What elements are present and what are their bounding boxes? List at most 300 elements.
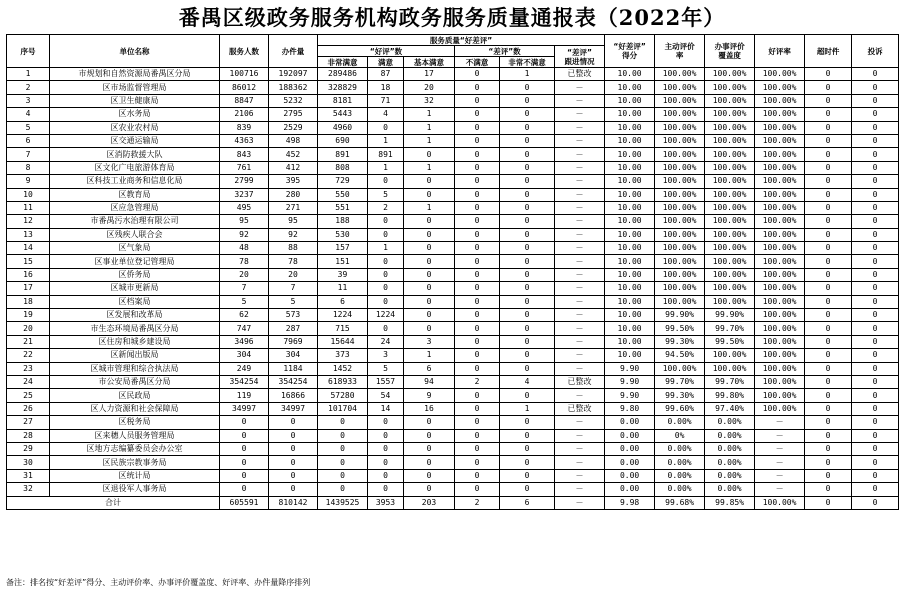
cell-service-count: 761: [220, 161, 269, 174]
table-row: [7, 442, 899, 455]
cell-basic-satisfied: 1: [404, 161, 455, 174]
cell-overtime: 0: [805, 228, 852, 241]
cell-seq: 21: [7, 335, 50, 348]
cell-seq: 8: [7, 161, 50, 174]
cell-seq: 23: [7, 362, 50, 375]
cell-complaint: 0: [852, 94, 899, 107]
cell-satisfied: 5: [368, 362, 404, 375]
table-row: [7, 134, 899, 147]
header-coverage-line2: 覆盖度: [718, 51, 741, 60]
cell-very-unsatisfied: 0: [500, 94, 555, 107]
header-bad-followup-line2: 跟进情况: [564, 56, 595, 66]
total-basic-satisfied: 203: [404, 496, 455, 509]
cell-score: 9.90: [605, 375, 655, 388]
cell-seq: 4: [7, 108, 50, 121]
cell-handled: 354254: [269, 375, 318, 388]
cell-satisfied: 24: [368, 335, 404, 348]
cell-unit-name: 区侨务局: [50, 268, 220, 281]
cell-bad-followup: －: [555, 322, 605, 335]
cell-basic-satisfied: 6: [404, 362, 455, 375]
cell-seq: 5: [7, 121, 50, 134]
cell-score: 10.00: [605, 322, 655, 335]
cell-unsatisfied: 2: [455, 375, 500, 388]
cell-seq: 20: [7, 322, 50, 335]
total-unsatisfied: 2: [455, 496, 500, 509]
header-complaint: 投诉: [852, 35, 899, 68]
cell-unsatisfied: 0: [455, 469, 500, 482]
cell-overtime: 0: [805, 322, 852, 335]
cell-unit-name: 区税务局: [50, 416, 220, 429]
cell-bad-followup: －: [555, 161, 605, 174]
cell-bad-followup: －: [555, 429, 605, 442]
header-unit: 单位名称: [50, 35, 220, 68]
cell-unsatisfied: 0: [455, 148, 500, 161]
cell-complaint: 0: [852, 322, 899, 335]
cell-unit-name: 区新闻出版局: [50, 349, 220, 362]
cell-satisfied: 0: [368, 268, 404, 281]
cell-very-unsatisfied: 0: [500, 416, 555, 429]
cell-good-rate: －: [755, 483, 805, 496]
cell-score: 0.00: [605, 456, 655, 469]
cell-very-satisfied: 0: [318, 442, 368, 455]
cell-score: 10.00: [605, 309, 655, 322]
cell-overtime: 0: [805, 201, 852, 214]
header-overtime: 超时件: [805, 35, 852, 68]
cell-unsatisfied: 0: [455, 268, 500, 281]
cell-good-rate: 100.00%: [755, 148, 805, 161]
cell-very-satisfied: 551: [318, 201, 368, 214]
table-body: [7, 68, 899, 497]
cell-very-unsatisfied: 0: [500, 215, 555, 228]
cell-coverage: 100.00%: [705, 134, 755, 147]
cell-seq: 13: [7, 228, 50, 241]
cell-unit-name: 市规划和自然资源局番禺区分局: [50, 68, 220, 81]
cell-handled: 412: [269, 161, 318, 174]
cell-satisfied: 71: [368, 94, 404, 107]
cell-unit-name: 区残疾人联合会: [50, 228, 220, 241]
cell-score: 10.00: [605, 81, 655, 94]
cell-coverage: 0.00%: [705, 442, 755, 455]
cell-complaint: 0: [852, 121, 899, 134]
table-row: [7, 389, 899, 402]
table-row: [7, 81, 899, 94]
cell-unit-name: 区消防救援大队: [50, 148, 220, 161]
cell-coverage: 99.80%: [705, 389, 755, 402]
cell-overtime: 0: [805, 469, 852, 482]
cell-unsatisfied: 0: [455, 416, 500, 429]
cell-handled: 573: [269, 309, 318, 322]
cell-active-rate: 100.00%: [655, 161, 705, 174]
cell-score: 10.00: [605, 268, 655, 281]
cell-very-unsatisfied: 0: [500, 483, 555, 496]
cell-very-satisfied: 0: [318, 469, 368, 482]
cell-basic-satisfied: 32: [404, 94, 455, 107]
cell-satisfied: 1: [368, 161, 404, 174]
cell-very-unsatisfied: 0: [500, 81, 555, 94]
cell-very-satisfied: 891: [318, 148, 368, 161]
cell-complaint: 0: [852, 402, 899, 415]
cell-satisfied: 4: [368, 108, 404, 121]
cell-score: 9.90: [605, 362, 655, 375]
total-row: [7, 496, 899, 509]
cell-active-rate: 100.00%: [655, 282, 705, 295]
cell-seq: 15: [7, 255, 50, 268]
cell-service-count: 8847: [220, 94, 269, 107]
cell-satisfied: 0: [368, 429, 404, 442]
cell-unsatisfied: 0: [455, 389, 500, 402]
cell-seq: 22: [7, 349, 50, 362]
cell-complaint: 0: [852, 255, 899, 268]
cell-unsatisfied: 0: [455, 349, 500, 362]
table-row: [7, 469, 899, 482]
cell-satisfied: 54: [368, 389, 404, 402]
cell-service-count: 747: [220, 322, 269, 335]
cell-satisfied: 1557: [368, 375, 404, 388]
cell-very-satisfied: 151: [318, 255, 368, 268]
cell-service-count: 86012: [220, 81, 269, 94]
cell-bad-followup: －: [555, 456, 605, 469]
cell-good-rate: －: [755, 416, 805, 429]
table-row: [7, 429, 899, 442]
cell-overtime: 0: [805, 81, 852, 94]
cell-seq: 26: [7, 402, 50, 415]
cell-complaint: 0: [852, 68, 899, 81]
cell-service-count: 839: [220, 121, 269, 134]
cell-satisfied: 0: [368, 215, 404, 228]
cell-handled: 34997: [269, 402, 318, 415]
cell-active-rate: 0.00%: [655, 456, 705, 469]
cell-active-rate: 100.00%: [655, 228, 705, 241]
cell-good-rate: 100.00%: [755, 362, 805, 375]
cell-very-unsatisfied: 0: [500, 228, 555, 241]
cell-good-rate: 100.00%: [755, 134, 805, 147]
cell-coverage: 0.00%: [705, 429, 755, 442]
header-score-line2: 得分: [622, 51, 638, 60]
cell-basic-satisfied: 3: [404, 335, 455, 348]
cell-service-count: 0: [220, 416, 269, 429]
cell-very-satisfied: 8181: [318, 94, 368, 107]
cell-good-rate: 100.00%: [755, 295, 805, 308]
cell-unit-name: 市生态环境局番禺区分局: [50, 322, 220, 335]
cell-coverage: 100.00%: [705, 148, 755, 161]
cell-bad-followup: －: [555, 201, 605, 214]
cell-unit-name: 区气象局: [50, 242, 220, 255]
table-row: [7, 148, 899, 161]
cell-complaint: 0: [852, 416, 899, 429]
cell-bad-followup: 已整改: [555, 402, 605, 415]
cell-basic-satisfied: 17: [404, 68, 455, 81]
cell-seq: 16: [7, 268, 50, 281]
cell-satisfied: 0: [368, 469, 404, 482]
cell-basic-satisfied: 0: [404, 242, 455, 255]
cell-satisfied: 87: [368, 68, 404, 81]
cell-very-satisfied: 11: [318, 282, 368, 295]
header-active-rate-line2: 率: [675, 51, 684, 60]
cell-bad-followup: －: [555, 416, 605, 429]
cell-bad-followup: －: [555, 148, 605, 161]
header-bad-followup: [555, 46, 605, 68]
cell-satisfied: 0: [368, 322, 404, 335]
cell-very-satisfied: 530: [318, 228, 368, 241]
cell-satisfied: 0: [368, 416, 404, 429]
cell-overtime: 0: [805, 242, 852, 255]
cell-service-count: 3496: [220, 335, 269, 348]
cell-unit-name: 区城市更新局: [50, 282, 220, 295]
cell-handled: 0: [269, 483, 318, 496]
cell-handled: 0: [269, 456, 318, 469]
cell-overtime: 0: [805, 483, 852, 496]
cell-overtime: 0: [805, 309, 852, 322]
cell-seq: 14: [7, 242, 50, 255]
cell-very-unsatisfied: 0: [500, 255, 555, 268]
cell-handled: 5: [269, 295, 318, 308]
cell-active-rate: 99.60%: [655, 402, 705, 415]
cell-service-count: 62: [220, 309, 269, 322]
cell-unsatisfied: 0: [455, 255, 500, 268]
cell-coverage: 100.00%: [705, 215, 755, 228]
cell-active-rate: 100.00%: [655, 201, 705, 214]
cell-bad-followup: －: [555, 335, 605, 348]
cell-complaint: 0: [852, 215, 899, 228]
cell-overtime: 0: [805, 188, 852, 201]
cell-service-count: 0: [220, 469, 269, 482]
cell-good-rate: 100.00%: [755, 309, 805, 322]
cell-handled: 78: [269, 255, 318, 268]
cell-basic-satisfied: 0: [404, 295, 455, 308]
cell-handled: 7969: [269, 335, 318, 348]
cell-unsatisfied: 0: [455, 402, 500, 415]
cell-satisfied: 5: [368, 188, 404, 201]
cell-complaint: 0: [852, 161, 899, 174]
cell-basic-satisfied: 0: [404, 148, 455, 161]
cell-unit-name: 区来穗人员服务管理局: [50, 429, 220, 442]
footnote: 备注：排名按“好差评”得分、主动评价率、办事评价覆盖度、好评率、办件量降序排列: [6, 578, 311, 587]
cell-handled: 2795: [269, 108, 318, 121]
cell-basic-satisfied: 0: [404, 255, 455, 268]
cell-coverage: 99.90%: [705, 309, 755, 322]
cell-very-satisfied: 4960: [318, 121, 368, 134]
cell-basic-satisfied: 1: [404, 349, 455, 362]
cell-unsatisfied: 0: [455, 68, 500, 81]
cell-score: 10.00: [605, 148, 655, 161]
cell-score: 10.00: [605, 242, 655, 255]
cell-bad-followup: －: [555, 362, 605, 375]
cell-overtime: 0: [805, 121, 852, 134]
cell-satisfied: 14: [368, 402, 404, 415]
cell-bad-followup: －: [555, 94, 605, 107]
cell-good-rate: 100.00%: [755, 349, 805, 362]
cell-satisfied: 1: [368, 134, 404, 147]
cell-seq: 30: [7, 456, 50, 469]
cell-complaint: 0: [852, 282, 899, 295]
cell-basic-satisfied: 0: [404, 268, 455, 281]
cell-unit-name: 区住房和城乡建设局: [50, 335, 220, 348]
cell-very-satisfied: 0: [318, 483, 368, 496]
cell-unit-name: 区交通运输局: [50, 134, 220, 147]
cell-very-satisfied: 373: [318, 349, 368, 362]
table-row: [7, 242, 899, 255]
cell-service-count: 5: [220, 295, 269, 308]
cell-overtime: 0: [805, 94, 852, 107]
cell-active-rate: 0.00%: [655, 469, 705, 482]
table-row: [7, 121, 899, 134]
cell-unsatisfied: 0: [455, 442, 500, 455]
total-label: 合计: [7, 496, 220, 509]
table-row: [7, 68, 899, 81]
total-service-count: 605591: [220, 496, 269, 509]
cell-active-rate: 100.00%: [655, 215, 705, 228]
cell-very-satisfied: 0: [318, 429, 368, 442]
cell-very-unsatisfied: 0: [500, 362, 555, 375]
total-score: 9.98: [605, 496, 655, 509]
cell-service-count: 48: [220, 242, 269, 255]
cell-very-unsatisfied: 0: [500, 134, 555, 147]
cell-score: 10.00: [605, 108, 655, 121]
cell-overtime: 0: [805, 268, 852, 281]
cell-bad-followup: －: [555, 469, 605, 482]
cell-bad-followup: －: [555, 349, 605, 362]
cell-basic-satisfied: 0: [404, 322, 455, 335]
cell-service-count: 4363: [220, 134, 269, 147]
cell-very-satisfied: 39: [318, 268, 368, 281]
total-bad-followup: －: [555, 496, 605, 509]
cell-basic-satisfied: 0: [404, 175, 455, 188]
cell-complaint: 0: [852, 442, 899, 455]
cell-complaint: 0: [852, 242, 899, 255]
cell-overtime: 0: [805, 175, 852, 188]
cell-service-count: 2106: [220, 108, 269, 121]
cell-coverage: 100.00%: [705, 255, 755, 268]
cell-basic-satisfied: 94: [404, 375, 455, 388]
cell-service-count: 495: [220, 201, 269, 214]
cell-good-rate: 100.00%: [755, 108, 805, 121]
cell-basic-satisfied: 0: [404, 456, 455, 469]
cell-unsatisfied: 0: [455, 335, 500, 348]
cell-good-rate: 100.00%: [755, 201, 805, 214]
cell-very-satisfied: 808: [318, 161, 368, 174]
cell-unit-name: 区人力资源和社会保障局: [50, 402, 220, 415]
cell-unsatisfied: 0: [455, 188, 500, 201]
cell-good-rate: 100.00%: [755, 322, 805, 335]
cell-good-rate: －: [755, 469, 805, 482]
cell-basic-satisfied: 0: [404, 215, 455, 228]
cell-coverage: 100.00%: [705, 362, 755, 375]
cell-bad-followup: －: [555, 295, 605, 308]
cell-unsatisfied: 0: [455, 201, 500, 214]
cell-basic-satisfied: 0: [404, 429, 455, 442]
cell-seq: 18: [7, 295, 50, 308]
cell-very-satisfied: 729: [318, 175, 368, 188]
cell-coverage: 100.00%: [705, 188, 755, 201]
cell-handled: 280: [269, 188, 318, 201]
cell-very-unsatisfied: 0: [500, 456, 555, 469]
cell-satisfied: 0: [368, 442, 404, 455]
cell-basic-satisfied: 0: [404, 309, 455, 322]
cell-very-satisfied: 0: [318, 456, 368, 469]
total-handled: 810142: [269, 496, 318, 509]
cell-satisfied: 0: [368, 121, 404, 134]
cell-good-rate: 100.00%: [755, 215, 805, 228]
cell-coverage: 100.00%: [705, 94, 755, 107]
cell-basic-satisfied: 16: [404, 402, 455, 415]
cell-score: 10.00: [605, 188, 655, 201]
cell-basic-satisfied: 0: [404, 469, 455, 482]
cell-basic-satisfied: 1: [404, 108, 455, 121]
cell-satisfied: 0: [368, 228, 404, 241]
cell-complaint: 0: [852, 295, 899, 308]
cell-very-satisfied: 101704: [318, 402, 368, 415]
cell-good-rate: 100.00%: [755, 402, 805, 415]
cell-handled: 0: [269, 416, 318, 429]
cell-score: 0.00: [605, 483, 655, 496]
cell-complaint: 0: [852, 483, 899, 496]
cell-coverage: 99.70%: [705, 322, 755, 335]
cell-service-count: 354254: [220, 375, 269, 388]
table-row: [7, 188, 899, 201]
cell-very-satisfied: 188: [318, 215, 368, 228]
cell-unsatisfied: 0: [455, 362, 500, 375]
cell-satisfied: 0: [368, 456, 404, 469]
cell-service-count: 78: [220, 255, 269, 268]
cell-handled: 1184: [269, 362, 318, 375]
cell-score: 0.00: [605, 429, 655, 442]
cell-service-count: 249: [220, 362, 269, 375]
cell-handled: 0: [269, 429, 318, 442]
cell-seq: 17: [7, 282, 50, 295]
cell-unit-name: 区发展和改革局: [50, 309, 220, 322]
table-header: [7, 35, 899, 68]
cell-service-count: 20: [220, 268, 269, 281]
cell-good-rate: 100.00%: [755, 335, 805, 348]
cell-bad-followup: －: [555, 268, 605, 281]
cell-complaint: 0: [852, 228, 899, 241]
cell-coverage: 100.00%: [705, 295, 755, 308]
cell-good-rate: 100.00%: [755, 161, 805, 174]
cell-good-rate: 100.00%: [755, 228, 805, 241]
cell-bad-followup: 已整改: [555, 68, 605, 81]
cell-overtime: 0: [805, 349, 852, 362]
cell-satisfied: 0: [368, 175, 404, 188]
cell-active-rate: 100.00%: [655, 268, 705, 281]
cell-active-rate: 100.00%: [655, 94, 705, 107]
cell-handled: 7: [269, 282, 318, 295]
header-bad-group: “差评”数: [455, 46, 555, 57]
cell-score: 10.00: [605, 201, 655, 214]
cell-seq: 28: [7, 429, 50, 442]
cell-unsatisfied: 0: [455, 108, 500, 121]
cell-seq: 10: [7, 188, 50, 201]
cell-overtime: 0: [805, 335, 852, 348]
cell-unsatisfied: 0: [455, 134, 500, 147]
cell-service-count: 95: [220, 215, 269, 228]
cell-bad-followup: －: [555, 188, 605, 201]
cell-overtime: 0: [805, 402, 852, 415]
cell-handled: 498: [269, 134, 318, 147]
table-row: [7, 349, 899, 362]
cell-very-satisfied: 15644: [318, 335, 368, 348]
cell-complaint: 0: [852, 389, 899, 402]
header-coverage-line1: 办事评价: [714, 42, 745, 51]
cell-overtime: 0: [805, 456, 852, 469]
cell-complaint: 0: [852, 375, 899, 388]
cell-active-rate: 100.00%: [655, 255, 705, 268]
cell-very-satisfied: 157: [318, 242, 368, 255]
cell-good-rate: 100.00%: [755, 68, 805, 81]
table-row: [7, 362, 899, 375]
cell-unsatisfied: 0: [455, 295, 500, 308]
cell-unit-name: 区农业农村局: [50, 121, 220, 134]
cell-coverage: 100.00%: [705, 68, 755, 81]
